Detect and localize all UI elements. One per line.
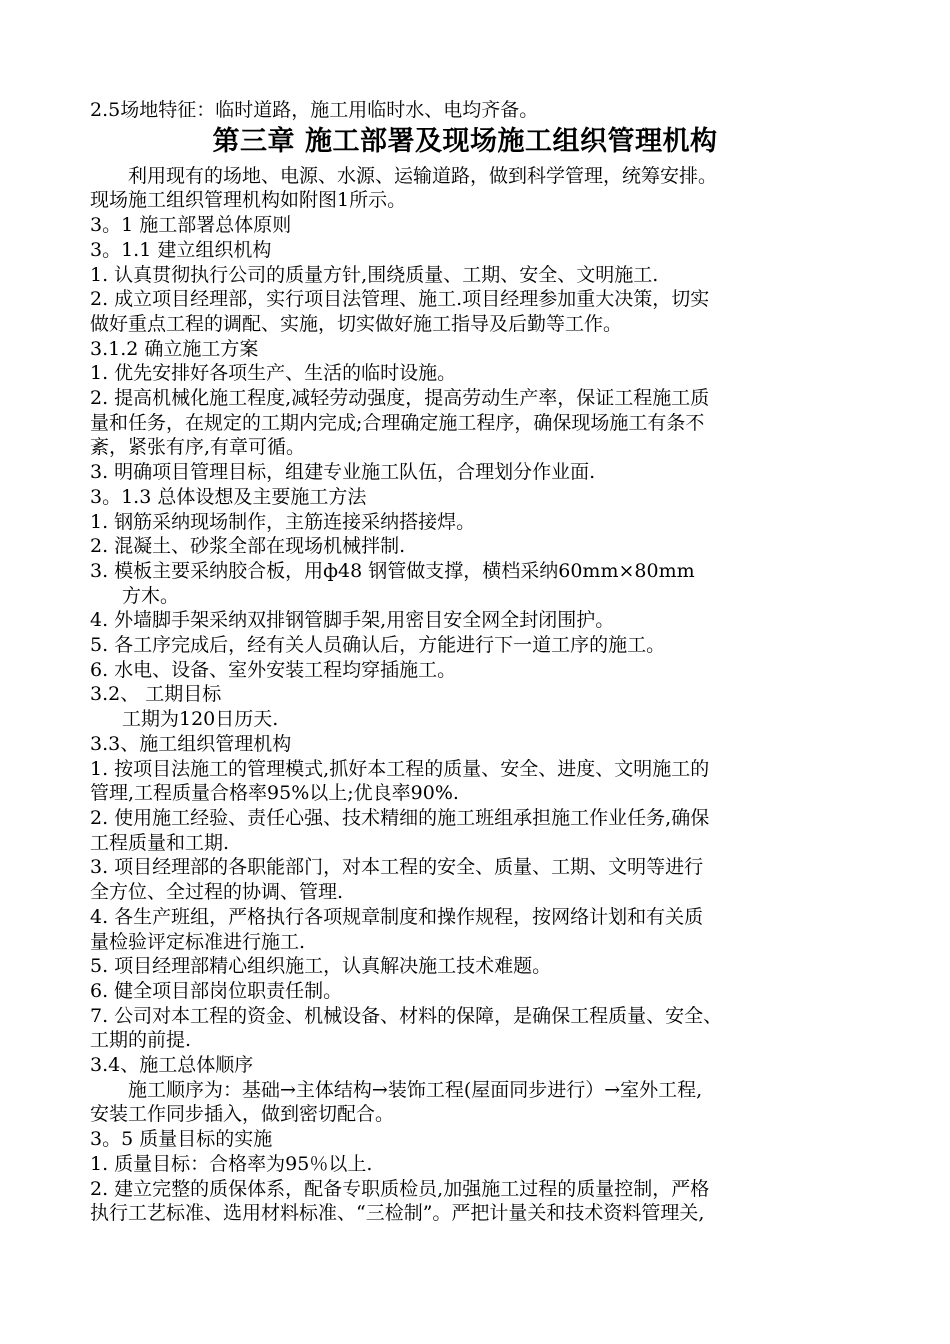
chapter-title: 第三章 施工部署及现场施工组织管理机构 bbox=[212, 125, 718, 157]
list-item-continuation: 执行工艺标准、选用材料标准、“三检制”。严把计量关和技术资料管理关, bbox=[90, 1202, 705, 1225]
section-heading: 3。1.3 总体设想及主要施工方法 bbox=[90, 485, 367, 508]
list-item: 4. 外墙脚手架采纳双排钢管脚手架,用密目安全网全封闭围护。 bbox=[90, 609, 615, 632]
paragraph-line: 利用现有的场地、电源、水源、运输道路，做到科学管理，统筹安排。 bbox=[128, 164, 718, 187]
section-heading: 3.2、 工期目标 bbox=[90, 683, 222, 706]
section-heading: 3.4、施工总体顺序 bbox=[90, 1054, 254, 1077]
paragraph-line: 现场施工组织管理机构如附图1所示。 bbox=[90, 189, 407, 212]
list-item: 2. 使用施工经验、责任心强、技术精细的施工班组承担施工作业任务,确保 bbox=[90, 806, 710, 829]
paragraph-line: 施工顺序为：基础→主体结构→装饰工程(屋面同步进行）→室外工程, bbox=[128, 1078, 703, 1101]
list-item: 7. 公司对本工程的资金、机械设备、材料的保障，是确保工程质量、安全、 bbox=[90, 1004, 723, 1027]
list-item-continuation: 管理,工程质量合格率95%以上;优良率90%. bbox=[90, 782, 459, 805]
site-feature-line: 2.5场地特征：临时道路，施工用临时水、电均齐备。 bbox=[90, 99, 539, 121]
list-item: 2. 提高机械化施工程度,减轻劳动强度，提高劳动生产率，保证工程施工质 bbox=[90, 387, 710, 410]
section-heading: 3。5 质量目标的实施 bbox=[90, 1128, 273, 1151]
list-item: 5. 各工序完成后，经有关人员确认后，方能进行下一道工序的施工。 bbox=[90, 634, 666, 657]
list-item-continuation: 工程质量和工期. bbox=[90, 831, 230, 854]
list-item-continuation: 全方位、全过程的协调、管理. bbox=[90, 881, 344, 904]
list-item: 6. 健全项目部岗位职责任制。 bbox=[90, 979, 343, 1002]
section-heading: 3.1.2 确立施工方案 bbox=[90, 337, 259, 360]
section-heading: 3。1 施工部署总体原则 bbox=[90, 214, 292, 237]
list-item: 1. 质量目标：合格率为95％以上. bbox=[90, 1152, 373, 1175]
list-item-continuation: 方木。 bbox=[122, 584, 180, 607]
list-item: 5. 项目经理部精心组织施工，认真解决施工技术难题。 bbox=[90, 955, 552, 978]
list-item-continuation: 量检验评定标准进行施工. bbox=[90, 930, 306, 953]
list-item-continuation: 量和任务，在规定的工期内完成;合理确定施工程序，确保现场施工有条不 bbox=[90, 411, 705, 434]
list-item-continuation: 紊，紧张有序,有章可循。 bbox=[90, 436, 306, 459]
section-heading: 3。1.1 建立组织机构 bbox=[90, 238, 272, 261]
document-page bbox=[90, 98, 840, 1226]
list-item: 3. 项目经理部的各职能部门，对本工程的安全、质量、工期、文明等进行 bbox=[90, 856, 704, 879]
list-item: 3. 明确项目管理目标，组建专业施工队伍，合理划分作业面. bbox=[90, 461, 596, 484]
list-item: 2. 混凝土、砂浆全部在现场机械拌制. bbox=[90, 535, 406, 558]
list-item: 4. 各生产班组，严格执行各项规章制度和操作规程，按网络计划和有关质 bbox=[90, 905, 704, 928]
list-item: 6. 水电、设备、室外安装工程均穿插施工。 bbox=[90, 658, 457, 681]
list-item: 1. 优先安排好各项生产、生活的临时设施。 bbox=[90, 362, 457, 385]
list-item: 3. 模板主要采纳胶合板，用ф48 钢管做支撑，横档采纳60mm×80mm bbox=[90, 559, 695, 582]
list-item: 1. 按项目法施工的管理模式,抓好本工程的质量、安全、进度、文明施工的 bbox=[90, 757, 710, 780]
list-item-continuation: 做好重点工程的调配、实施，切实做好施工指导及后勤等工作。 bbox=[90, 312, 623, 335]
list-item: 1. 认真贯彻执行公司的质量方针,围绕质量、工期、安全、文明施工. bbox=[90, 263, 659, 286]
list-item: 2. 建立完整的质保体系，配备专职质检员,加强施工过程的质量控制，严格 bbox=[90, 1177, 710, 1200]
list-item: 1. 钢筋采纳现场制作，主筋连接采纳搭接焊。 bbox=[90, 510, 476, 533]
list-item: 2. 成立项目经理部，实行项目法管理、施工.项目经理参加重大决策，切实 bbox=[90, 288, 710, 311]
section-heading: 3.3、施工组织管理机构 bbox=[90, 732, 292, 755]
paragraph-line: 安装工作同步插入，做到密切配合。 bbox=[90, 1103, 395, 1126]
paragraph-line: 工期为120日历天. bbox=[122, 708, 279, 731]
list-item-continuation: 工期的前提. bbox=[90, 1029, 192, 1052]
